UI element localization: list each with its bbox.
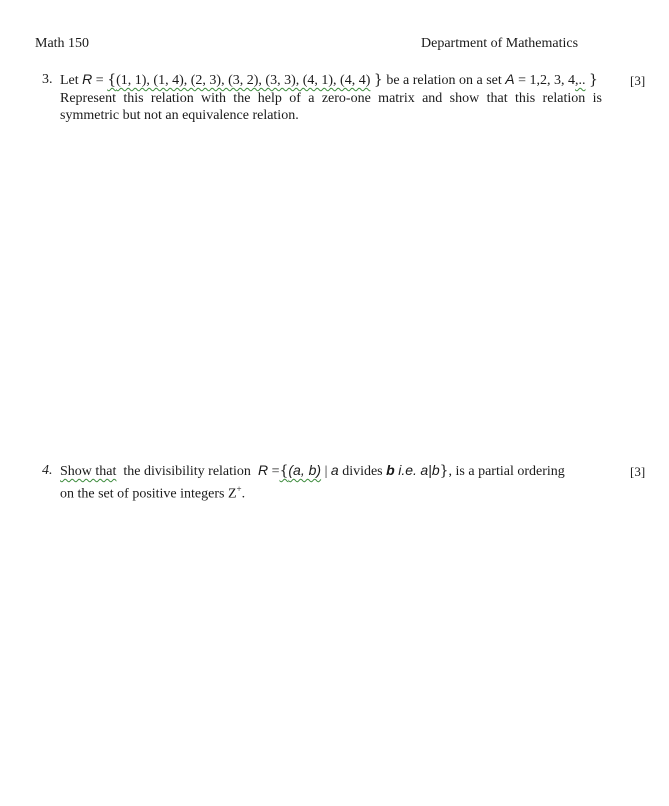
close-brace: } xyxy=(373,72,383,88)
question-body xyxy=(60,462,602,503)
equals-sign-2: = xyxy=(518,73,527,88)
question-line-3: symmetric but not an equivalence relation. xyxy=(60,108,299,123)
bar: | xyxy=(324,464,328,479)
set-symbol: A xyxy=(505,71,515,87)
relation-symbol: R xyxy=(82,71,93,87)
marks-4: [3] xyxy=(630,464,646,479)
course-label: Math 150 xyxy=(35,36,90,51)
question-line-1 xyxy=(60,71,602,90)
department-label: Department of Mathematics xyxy=(421,36,579,51)
b-symbol: b xyxy=(386,462,395,478)
question-line-1 xyxy=(60,462,602,481)
question-line-2: Represent this relation with the help of a zero-one matrix and show that this relation is xyxy=(60,90,602,106)
plus-superscript: + xyxy=(236,483,242,494)
line2-suffix: . xyxy=(241,486,246,502)
question-4 xyxy=(42,462,602,503)
let-word: Let xyxy=(60,73,79,88)
set-first: 1, xyxy=(529,73,541,88)
marks-3: [3] xyxy=(630,73,646,88)
equals-sign: = xyxy=(271,464,280,479)
question-number: 3. xyxy=(42,72,53,87)
question-line-2 xyxy=(60,481,602,503)
close-brace: } xyxy=(439,463,449,479)
relation-symbol: R xyxy=(257,462,269,478)
question-body xyxy=(60,71,602,125)
open-brace: { xyxy=(107,72,117,88)
a-divides-b: a|b xyxy=(420,462,440,478)
a-symbol: a xyxy=(330,462,339,478)
equals-sign: = xyxy=(95,73,104,88)
show-that: Show that xyxy=(60,464,117,479)
set-elements: 2, 3, 4 xyxy=(540,73,576,88)
divides-word: divides xyxy=(342,464,383,479)
set-ellipsis: ,.. xyxy=(575,73,586,88)
question-number: 4. xyxy=(42,463,53,478)
divisibility-text: the divisibility relation xyxy=(123,464,251,479)
partial-ordering-text: , is a partial ordering xyxy=(448,464,565,479)
relation-pairs: (1, 1), (1, 4), (2, 3), (3, 2), (3, 3), (4, 1), (4, 4) xyxy=(116,73,371,88)
ie-text: i.e. xyxy=(398,462,417,478)
question-3 xyxy=(42,71,602,125)
line2-prefix: on the set of positive integers Z xyxy=(60,486,237,502)
relation-text: be a relation on a set xyxy=(386,73,502,88)
set-close-brace: } xyxy=(589,72,598,88)
open-brace: { xyxy=(279,463,289,479)
pair: (a, b) xyxy=(288,462,322,478)
